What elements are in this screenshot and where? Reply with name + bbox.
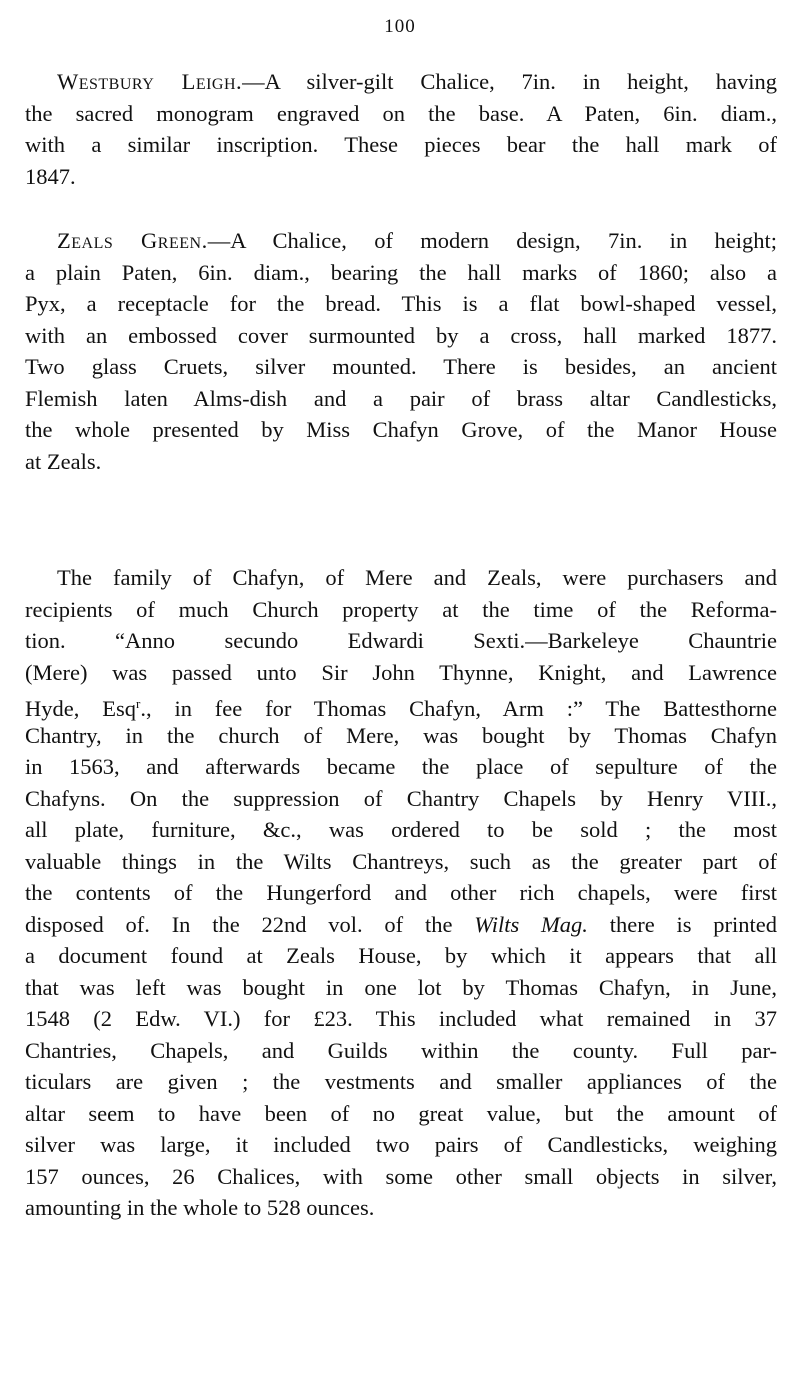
text-line: [25, 846, 777, 878]
text-line: [25, 940, 777, 972]
text-segment: Hyde, Esq: [25, 696, 136, 721]
text-line: [25, 1161, 777, 1193]
text-line: [25, 688, 777, 720]
text-line: [25, 288, 777, 320]
text-line: [25, 751, 777, 783]
text-segment: with an embossed cover surmounted by a cross, hall marked 1877.: [25, 322, 777, 348]
text-segment: there is printed: [587, 911, 777, 937]
text-segment: Chafyns. On the suppression of Chantry Chapels by Henry VIII.,: [25, 785, 777, 811]
text-line: [25, 383, 777, 415]
text-line: [25, 320, 777, 352]
text-line: [25, 446, 777, 478]
text-line: [25, 909, 777, 941]
italic-title: Wilts Mag.: [474, 911, 588, 937]
text-segment: valuable things in the Wilts Chantreys, such as the greater part of: [25, 848, 777, 874]
text-line: [25, 877, 777, 909]
text-segment: 1847.: [25, 163, 76, 189]
text-segment: Two glass Cruets, silver mounted. There is besides, an ancient: [25, 354, 777, 379]
text-line: [25, 972, 777, 1004]
section-heading: Zeals Green.: [57, 228, 208, 253]
text-segment: the sacred monogram engraved on the base. A Paten, 6in. diam.,: [25, 100, 777, 126]
text-line: [25, 1098, 777, 1130]
text-line: [25, 783, 777, 815]
text-line: [25, 98, 777, 130]
text-segment: amounting in the whole to 528 ounces.: [25, 1195, 375, 1220]
text-segment: disposed of. In the 22nd vol. of the: [25, 911, 475, 937]
text-line: [25, 351, 777, 383]
text-segment: ., in fee for Thomas Chafyn, Arm :” The Battesthorne: [140, 696, 777, 721]
text-line: [25, 562, 777, 594]
text-line: [25, 257, 777, 289]
text-segment: the whole presented by Miss Chafyn Grove, of the Manor House: [25, 417, 777, 442]
text-segment: all plate, furniture, &c., was ordered to be sold ; the most: [25, 817, 777, 842]
text-segment: Flemish laten Alms-dish and a pair of brass altar Candlesticks,: [25, 385, 777, 411]
text-segment: silver was large, it included two pairs of Candlesticks, weighing: [25, 1132, 777, 1157]
text-line: [25, 1066, 777, 1098]
text-segment: (Mere) was passed unto Sir John Thynne, Knight, and Lawrence: [25, 659, 777, 685]
text-segment: recipients of much Church property at the time of the Reforma-: [25, 596, 777, 622]
text-line: [25, 225, 777, 257]
text-segment: —A Chalice, of modern design, 7in. in height;: [207, 228, 777, 253]
text-line: [25, 657, 777, 689]
text-line: [25, 1129, 777, 1161]
text-line: [25, 414, 777, 446]
text-segment: a document found at Zeals House, by which it appears that all: [25, 943, 777, 968]
text-line: [25, 129, 777, 161]
text-segment: that was left was bought in one lot by Thomas Chafyn, in June,: [25, 974, 777, 1000]
text-line: [25, 66, 777, 98]
text-line: [25, 1003, 777, 1035]
text-segment: a plain Paten, 6in. diam., bearing the hall marks of 1860; also a: [25, 259, 777, 285]
text-segment: altar seem to have been of no great value, but the amount of: [25, 1100, 777, 1126]
section-heading: Westbury Leigh.: [57, 69, 243, 94]
superscript: r: [135, 696, 141, 711]
text-line: [25, 161, 777, 193]
text-line: [25, 814, 777, 846]
text-segment: tion. “Anno secundo Edwardi Sexti.—Barkeleye Chauntrie: [25, 628, 777, 653]
text-segment: The family of Chafyn, of Mere and Zeals, were purchasers and: [57, 565, 777, 590]
text-line: [25, 720, 777, 752]
text-line: [25, 1035, 777, 1067]
page-number: 100: [384, 16, 416, 37]
text-segment: Chantry, in the church of Mere, was bought by Thomas Chafyn: [25, 722, 777, 748]
text-segment: Pyx, a receptacle for the bread. This is a flat bowl-shaped vessel,: [25, 291, 777, 316]
text-segment: ticulars are given ; the vestments and smaller appliances of the: [25, 1069, 777, 1094]
paragraph-westbury-leigh: [25, 66, 777, 192]
text-segment: in 1563, and afterwards became the place of sepulture of the: [25, 754, 777, 779]
text-segment: —A silver-gilt Chalice, 7in. in height, having: [242, 69, 777, 94]
text-line: [25, 1192, 777, 1224]
text-segment: the contents of the Hungerford and other rich chapels, were first: [25, 880, 777, 905]
text-line: [25, 625, 777, 657]
text-segment: at Zeals.: [25, 448, 102, 474]
text-segment: with a similar inscription. These pieces bear the hall mark of: [25, 132, 777, 157]
text-line: [25, 594, 777, 626]
text-segment: 1548 (2 Edw. VI.) for £23. This included what remained in 37: [25, 1006, 777, 1031]
paragraph-zeals-green: [25, 225, 777, 477]
text-segment: Chantries, Chapels, and Guilds within the county. Full par-: [25, 1037, 777, 1063]
text-segment: 157 ounces, 26 Chalices, with some other small objects in silver,: [25, 1163, 777, 1189]
paragraph-chafyn-family: [25, 562, 777, 1224]
